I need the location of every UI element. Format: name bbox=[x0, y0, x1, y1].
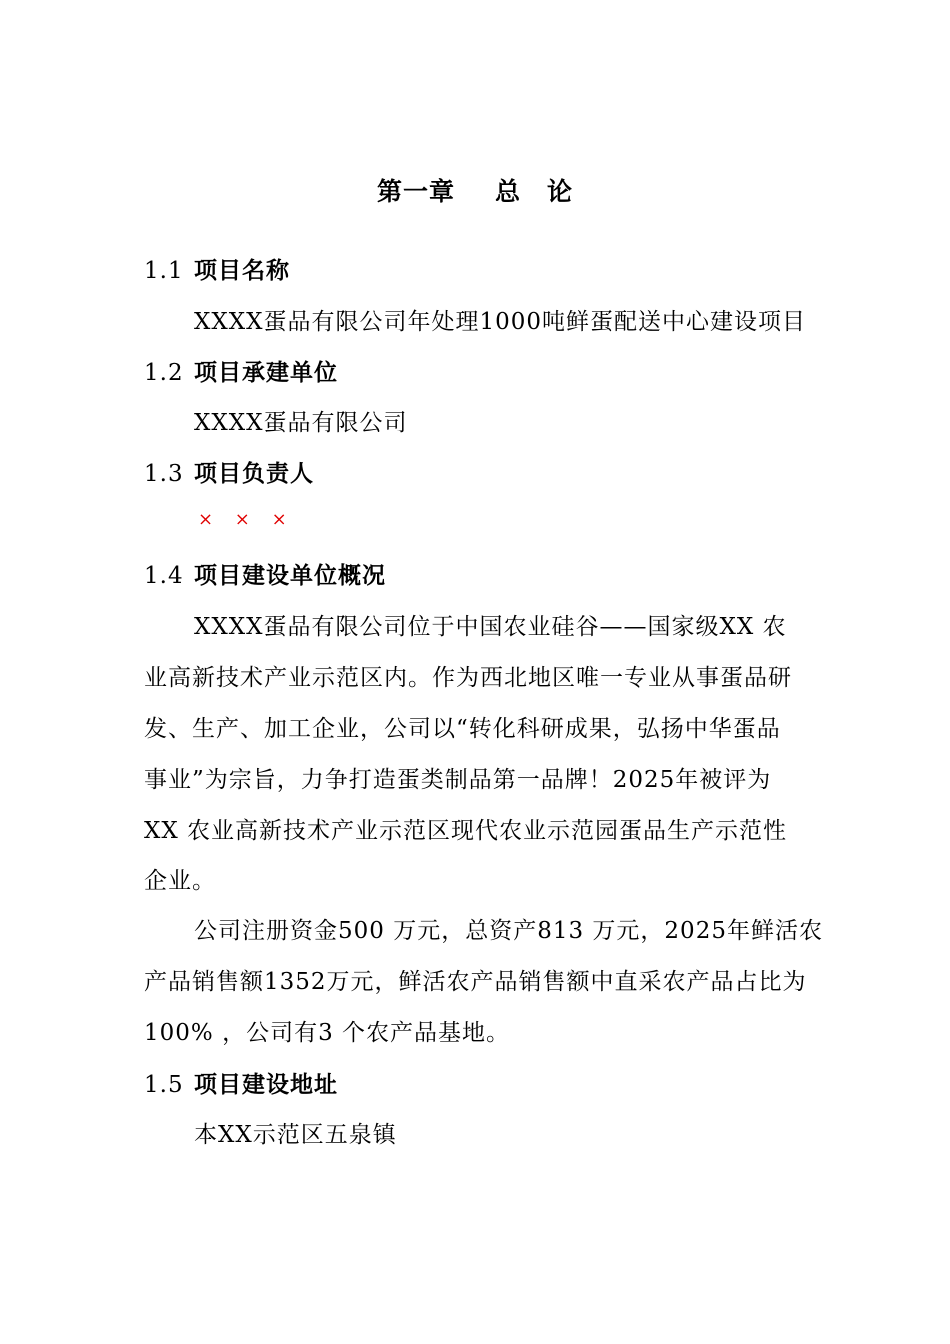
section-title: 项目名称 bbox=[194, 258, 290, 284]
section-number: 1.4 bbox=[144, 563, 184, 589]
project-address: 本XX示范区五泉镇 bbox=[194, 1122, 397, 1148]
overview-line: XXXX蛋品有限公司位于中国农业硅谷——国家级XX 农 bbox=[194, 614, 787, 640]
section-number: 1.5 bbox=[144, 1072, 184, 1098]
capital-line: 公司注册资金500 万元，总资产813 万元，2025年鲜活农 bbox=[194, 918, 823, 944]
chapter-number: 第一章 bbox=[376, 177, 455, 206]
project-name: XXXX蛋品有限公司年处理1000吨鲜蛋配送中心建设项目 bbox=[194, 309, 807, 335]
section-heading-1-3 bbox=[144, 455, 314, 488]
section-title: 项目建设地址 bbox=[194, 1072, 338, 1098]
chapter-name: 总 论 bbox=[495, 177, 574, 206]
section-number: 1.2 bbox=[144, 360, 184, 386]
capital-line: 100% ，公司有3 个农产品基地。 bbox=[144, 1020, 511, 1046]
section-title: 项目负责人 bbox=[194, 461, 314, 487]
section-heading-1-4 bbox=[144, 557, 386, 590]
overview-line: 业高新技术产业示范区内。作为西北地区唯一专业从事蛋品研 bbox=[144, 665, 792, 691]
section-title: 项目建设单位概况 bbox=[194, 563, 386, 589]
section-heading-1-1 bbox=[144, 252, 290, 285]
overview-line: 事业”为宗旨，力争打造蛋类制品第一品牌！2025年被评为 bbox=[144, 767, 772, 793]
chapter-title bbox=[0, 172, 950, 208]
overview-line: XX 农业高新技术产业示范区现代农业示范园蛋品生产示范性 bbox=[144, 818, 788, 844]
section-heading-1-2 bbox=[144, 354, 338, 387]
overview-line: 企业。 bbox=[144, 868, 216, 894]
overview-line: 发、生产、加工企业，公司以“转化科研成果，弘扬中华蛋品 bbox=[144, 716, 781, 742]
contractor-name: XXXX蛋品有限公司 bbox=[194, 410, 408, 436]
project-leader-placeholder: × × × bbox=[198, 509, 295, 530]
section-heading-1-5 bbox=[144, 1066, 338, 1099]
section-number: 1.1 bbox=[144, 258, 184, 284]
section-number: 1.3 bbox=[144, 461, 184, 487]
section-title: 项目承建单位 bbox=[194, 360, 338, 386]
capital-line: 产品销售额1352万元，鲜活农产品销售额中直采农产品占比为 bbox=[144, 969, 807, 995]
